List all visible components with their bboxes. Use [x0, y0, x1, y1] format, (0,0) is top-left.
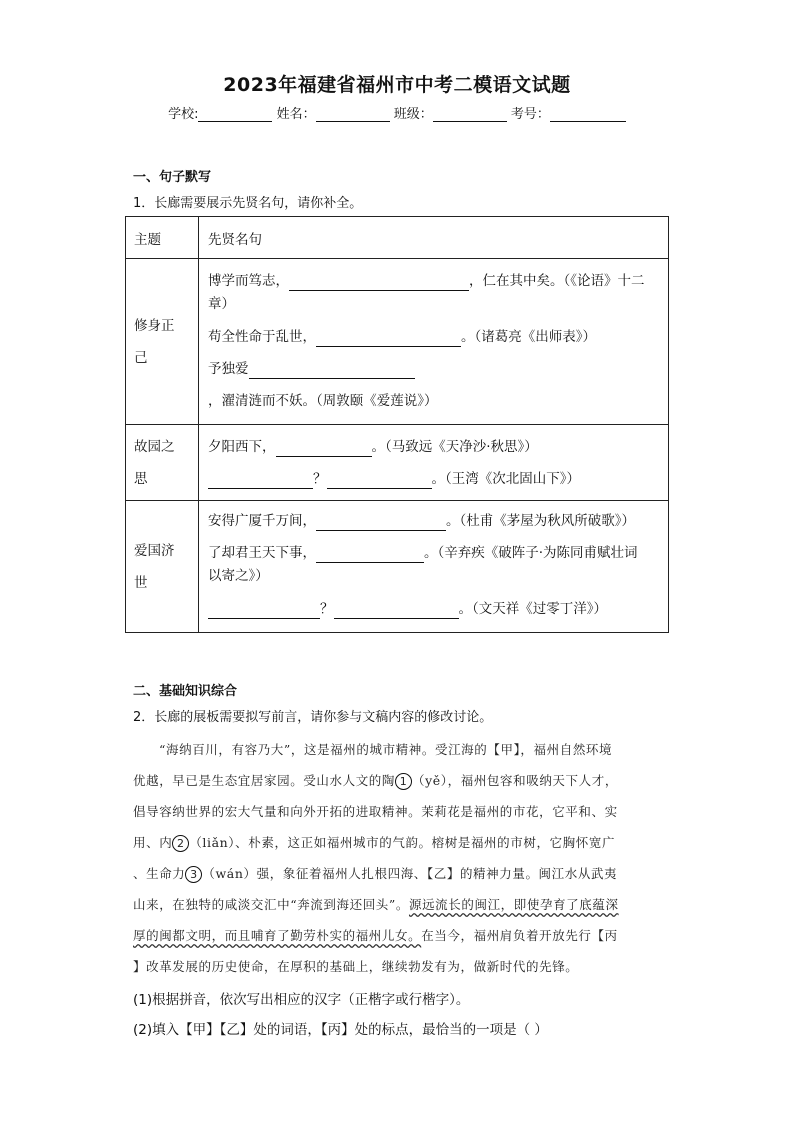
passage-line: 、生命力 3 （wán）强，象征着福州人扎根四海、【乙】的精神力量。闽江水从武夷	[133, 866, 618, 881]
exam-no-label: 考号：	[510, 107, 550, 122]
section1-heading: 一、句子默写	[133, 170, 212, 185]
name-blank[interactable]	[316, 107, 390, 122]
answer-blank[interactable]	[334, 600, 459, 619]
sub-question-1: (1)根据拼音，依次写出相应的汉字（正楷字或行楷字）。	[133, 992, 470, 1008]
quote-line-cont: 以寄之》）	[208, 568, 269, 584]
preface-passage	[133, 734, 661, 982]
question-2: 2．长廊的展板需要拟写前言，请你参与文稿内容的修改讨论。	[133, 710, 493, 725]
passage-line: 山来，在独特的咸淡交汇中“奔流到海还回头”。源远流长的闽江，即使孕育了底蕴深	[133, 897, 619, 912]
answer-blank[interactable]	[327, 470, 432, 489]
quote-line: ？ 。（王湾《次北固山下》）	[208, 463, 662, 495]
quote-line-cont: 章）	[208, 296, 235, 312]
blank-marker-3: 3	[185, 866, 202, 883]
wavy-underlined-sentence: 厚的闽都文明，而且哺育了勤劳朴实的福州儿女。	[133, 928, 422, 943]
blank-marker-1: 1	[395, 773, 412, 790]
quote-cell	[199, 501, 669, 633]
quote-cell	[199, 425, 669, 501]
theme-cell	[126, 501, 199, 633]
name-label: 姓名：	[276, 107, 316, 122]
quote-cell	[199, 259, 669, 425]
answer-blank[interactable]	[249, 360, 415, 379]
passage-line: 】改革发展的历史使命，在厚积的基础上，继续勃发有为，做新时代的先锋。	[133, 959, 579, 974]
class-blank[interactable]	[433, 107, 507, 122]
col-quote-header: 先贤名句	[199, 217, 669, 259]
theme-cell	[126, 425, 199, 501]
theme-label: 爱国济世	[134, 542, 175, 591]
table-row	[126, 259, 669, 425]
answer-blank[interactable]	[208, 470, 313, 489]
quote-line: 了却君王天下事， 。（辛弃疾《破阵子·为陈同甫赋壮词	[208, 545, 638, 561]
theme-label: 故园之思	[134, 438, 175, 487]
student-info-line	[0, 103, 794, 122]
wavy-underlined-sentence: 源远流长的闽江，即使孕育了底蕴深	[408, 897, 619, 912]
table-row	[126, 425, 669, 501]
quotes-table	[125, 216, 669, 633]
answer-blank[interactable]	[316, 544, 424, 563]
quote-line: 夕阳西下， 。（马致远《天净沙·秋思》）	[208, 439, 538, 455]
section2-heading: 二、基础知识综合	[133, 684, 238, 699]
quote-line: 博学而笃志， ，仁在其中矣。（《论语》十二	[208, 273, 645, 289]
answer-blank[interactable]	[316, 328, 461, 347]
passage-line: 倡导容纳世界的宏大气量和向外开拓的进取精神。茉莉花是福州的市花，它平和、实	[133, 804, 618, 819]
quote-line: 苟全性命于乱世， 。（诸葛亮《出师表》）	[208, 329, 596, 345]
quote-line: 安得广厦千万间， 。（杜甫《茅屋为秋风所破歌》）	[208, 513, 635, 529]
answer-blank[interactable]	[289, 272, 469, 291]
sub-question-2: (2)填入【甲】【乙】处的词语，【丙】处的标点，最恰当的一项是（ ）	[133, 1022, 548, 1038]
table-header-row	[126, 217, 669, 259]
passage-line: 用、内 2 （liǎn）、朴素，这正如福州城市的气韵。榕树是福州的市树，它胸怀宽广	[133, 835, 616, 850]
theme-label: 修身正己	[134, 317, 175, 366]
passage-line: “海纳百川，有容乃大”，这是福州的城市精神。受江海的【甲】，福州自然环境	[159, 742, 613, 757]
school-label: 学校:	[168, 107, 199, 122]
passage-line: 优越，早已是生态宜居家园。受山水人文的陶 1 （yě），福州包容和吸纳天下人才，	[133, 773, 618, 788]
passage-line: 厚的闽都文明，而且哺育了勤劳朴实的福州儿女。在当今，福州肩负着开放先行【丙	[133, 928, 618, 943]
answer-blank[interactable]	[276, 438, 372, 457]
school-blank[interactable]	[198, 107, 272, 122]
blank-marker-2: 2	[172, 835, 189, 852]
quote-line: 予独爱	[208, 353, 662, 385]
answer-blank[interactable]	[208, 600, 320, 619]
class-label: 班级：	[393, 107, 433, 122]
table-row	[126, 501, 669, 633]
answer-blank[interactable]	[316, 512, 446, 531]
theme-cell	[126, 259, 199, 425]
question-1: 1．长廊需要展示先贤名句，请你补全。	[133, 196, 363, 211]
quote-line: ，濯清涟而不妖。（周敦颐《爱莲说》）	[208, 393, 438, 409]
quote-line: ？ 。（文天祥《过零丁洋》）	[208, 593, 662, 625]
exam-title: 2023年福建省福州市中考二模语文试题	[223, 74, 571, 96]
col-theme-header: 主题	[126, 217, 199, 259]
exam-no-blank[interactable]	[550, 107, 626, 122]
